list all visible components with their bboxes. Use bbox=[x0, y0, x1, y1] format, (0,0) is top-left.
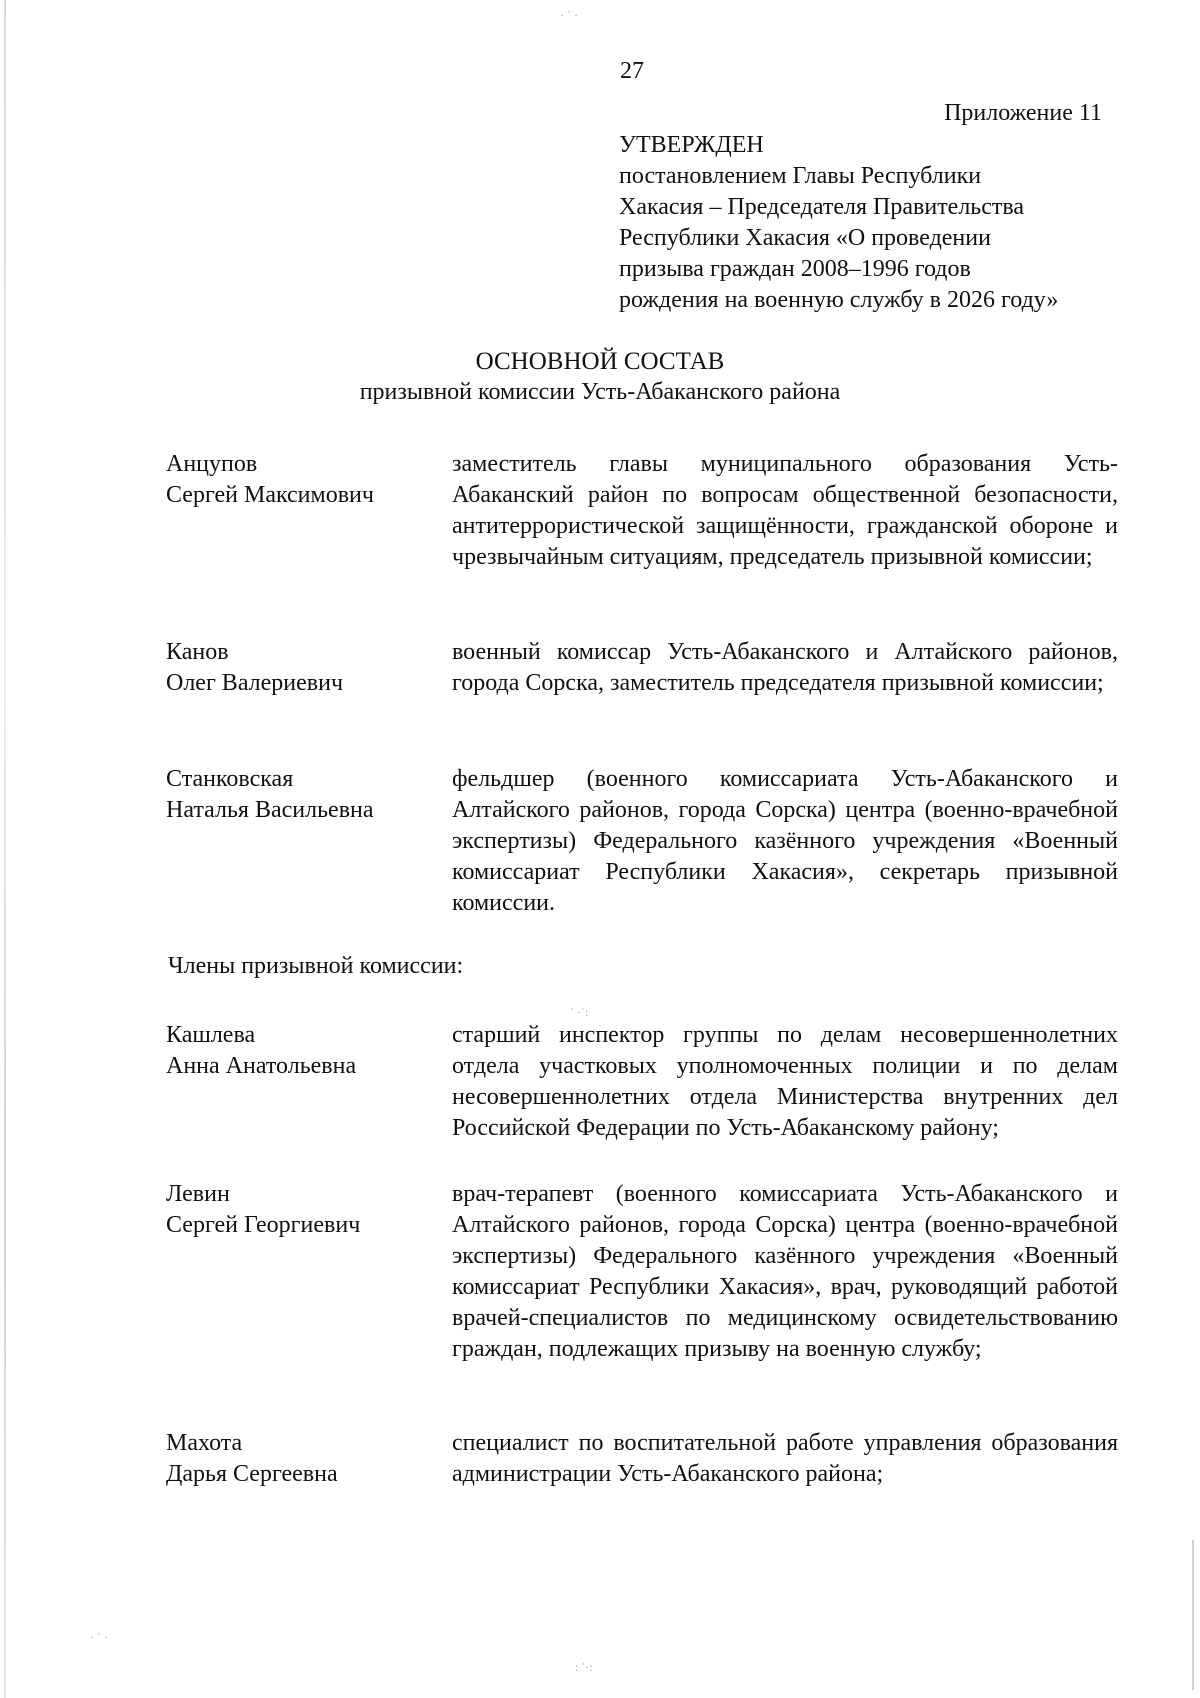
member-role: военный комиссар Усть-Абаканского и Алтайского районов, города Сорска, заместитель председателя призывной комиссии; bbox=[452, 639, 1118, 696]
member-surname: Махота bbox=[166, 1430, 243, 1456]
member-surname: Станковская bbox=[166, 766, 294, 792]
member-given-names: Сергей Максимович bbox=[166, 482, 374, 508]
member-given-names: Анна Анатольевна bbox=[166, 1053, 357, 1079]
scan-edge bbox=[4, 0, 6, 1698]
scan-speck: : ˙·: bbox=[575, 1660, 593, 1674]
member-name bbox=[166, 1428, 416, 1490]
appendix-label: Приложение 11 bbox=[944, 100, 1102, 126]
member-surname: Левин bbox=[166, 1181, 230, 1207]
member-name bbox=[166, 637, 416, 699]
scan-speck: · ˙ · bbox=[90, 1630, 108, 1644]
approval-title: УТВЕРЖДЕН bbox=[619, 132, 764, 158]
scan-edge bbox=[1192, 1540, 1194, 1690]
member-surname: Анцупов bbox=[166, 451, 258, 477]
approval-line: Хакасия – Председателя Правительства bbox=[619, 194, 1025, 220]
approval-line: постановлением Главы Республики bbox=[619, 163, 982, 189]
member-role: врач-терапевт (военного комиссариата Усть-Абаканского и Алтайского районов, города Сорска) центра (военно-врачебной экспертизы) Федерального казённого учреждения «Военный комиссариат Республики Хакасия», врач, руководящий работой врачей-специалистов по медицинскому освидетельствованию граждан, подлежащих призыву на военную службу; bbox=[452, 1181, 1118, 1362]
document-title: ОСНОВНОЙ СОСТАВ bbox=[475, 348, 725, 375]
page-number: 27 bbox=[620, 58, 644, 84]
approval-line: Республики Хакасия «О проведении bbox=[619, 225, 991, 251]
approval-line: призыва граждан 2008–1996 годов bbox=[619, 256, 971, 282]
member-given-names: Наталья Васильевна bbox=[166, 797, 374, 823]
member-given-names: Дарья Сергеевна bbox=[166, 1461, 338, 1487]
member-surname: Кашлева bbox=[166, 1022, 256, 1048]
member-role: специалист по воспитательной работе управления образования администрации Усть-Абаканского района; bbox=[452, 1430, 1118, 1487]
member-name bbox=[166, 449, 416, 511]
member-name bbox=[166, 1020, 416, 1082]
member-name bbox=[166, 1179, 416, 1241]
member-role: старший инспектор группы по делам несовершеннолетних отдела участковых уполномоченных полиции и по делам несовершеннолетних отдела Министерства внутренних дел Российской Федерации по Усть-Абаканскому району; bbox=[452, 1022, 1118, 1141]
document-subtitle: призывной комиссии Усть-Абаканского района bbox=[359, 379, 841, 405]
approval-block bbox=[619, 130, 1058, 316]
member-name bbox=[166, 764, 416, 826]
scan-speck: · ˙ · bbox=[560, 8, 578, 22]
member-role: фельдшер (военного комиссариата Усть-Абаканского и Алтайского районов, города Сорска) центра (военно-врачебной экспертизы) Федерального казённого учреждения «Военный комиссариат Республики Хакасия», секретарь призывной комиссии. bbox=[452, 766, 1118, 916]
member-given-names: Сергей Георгиевич bbox=[166, 1212, 361, 1238]
member-surname: Канов bbox=[166, 639, 229, 665]
scan-speck: ˙ ·˙: bbox=[570, 1005, 589, 1019]
approval-line: рождения на военную службу в 2026 году» bbox=[619, 287, 1059, 313]
members-heading: Члены призывной комиссии: bbox=[168, 953, 464, 979]
member-given-names: Олег Валериевич bbox=[166, 670, 344, 696]
member-role: заместитель главы муниципального образования Усть-Абаканский район по вопросам общественной безопасности, антитеррористической защищённости, гражданской обороне и чрезвычайным ситуациям, председатель призывной комиссии; bbox=[452, 451, 1118, 570]
document-title-block bbox=[0, 346, 1200, 408]
